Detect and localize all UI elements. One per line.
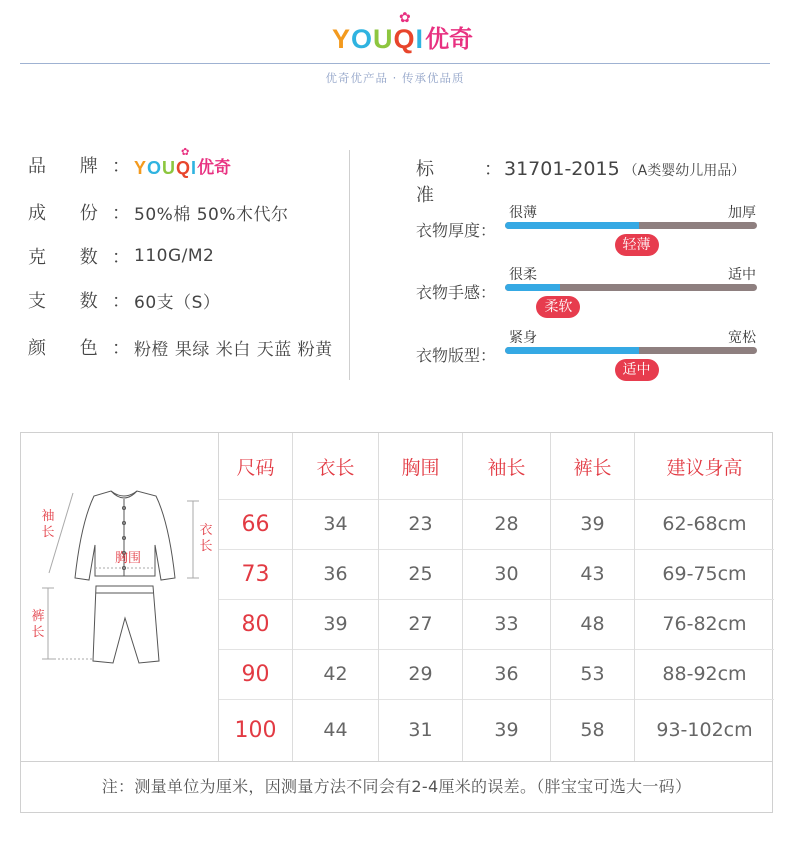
info-brand: 品 牌 ： ✿ YOUQI 优奇: [28, 150, 244, 180]
size-note: 注：测量单位为厘米，因测量方法不同会有2-4厘米的误差。（胖宝宝可选大一码）: [101, 777, 692, 796]
info-composition: 成 份 ： 50%棉 50%木代尔: [28, 199, 288, 225]
composition-value: 50%棉 50%木代尔: [134, 204, 289, 225]
color-value: 粉橙 果绿 米白 天蓝 粉黄: [134, 339, 333, 360]
weight-value: 110G/M2: [134, 246, 215, 266]
garment-drawing: [21, 433, 218, 761]
flower-icon: ✿: [399, 10, 411, 26]
meter-thickness: 衣物厚度： 很薄 加厚 轻薄: [416, 204, 766, 264]
meter-feel: 衣物手感： 很柔 适中 柔软: [416, 266, 766, 326]
meter-track: [505, 284, 757, 291]
info-count: 支 数 ： 60支（S）: [28, 287, 220, 313]
table-row: 100 44 31 39 58 93-102cm: [219, 699, 774, 761]
info-color: 颜 色 ： 粉橙 果绿 米白 天蓝 粉黄: [28, 334, 333, 360]
meter-badge: 轻薄: [615, 234, 659, 256]
table-row: 80 39 27 33 48 76-82cm: [219, 599, 774, 649]
meter-badge: 柔软: [536, 296, 580, 318]
garment-illustration: [21, 433, 218, 761]
meter-fill: [505, 284, 560, 291]
flower-icon: ✿: [181, 147, 190, 158]
meter-track: [505, 222, 757, 229]
standard-note: （A类婴幼儿用品）: [623, 163, 746, 179]
table-row: 73 36 25 30 43 69-75cm: [219, 549, 774, 599]
table-header: 尺码 衣长 胸围 袖长 裤长 建议身高: [219, 433, 774, 499]
size-table: [218, 433, 773, 761]
standard-row: 标 准 ： 31701-2015 （A类婴幼儿用品）: [416, 158, 746, 206]
size-chart: [20, 432, 773, 813]
meter-badge: 适中: [615, 359, 659, 381]
meter-track: [505, 347, 757, 354]
info-divider: [349, 150, 350, 380]
meter-fill: [505, 347, 639, 354]
table-row: 66 34 23 28 39 62-68cm: [219, 499, 774, 549]
header-divider: [20, 63, 770, 64]
table-row: 90 42 29 36 53 88-92cm: [219, 649, 774, 699]
meter-fill: [505, 222, 639, 229]
info-weight: 克 数 ： 110G/M2: [28, 246, 215, 268]
meter-fit: 衣物版型： 紧身 宽松 适中: [416, 329, 766, 389]
chest-label: 胸围: [114, 551, 141, 566]
brand-label: 品 牌: [28, 156, 112, 177]
brand-logo: ✿ YOUQI 优奇: [134, 147, 232, 178]
sleeve-label: 袖长: [41, 509, 55, 540]
logo-cn: 优奇: [425, 25, 474, 53]
slogan: 优奇优产品 · 传承优品质: [325, 71, 465, 85]
logo-wordmark: YOUQI: [332, 24, 425, 54]
standard-value: 31701-2015: [504, 158, 620, 180]
pants-label: 裤长: [31, 609, 45, 640]
count-value: 60支（S）: [134, 292, 221, 313]
length-label: 衣长: [199, 523, 213, 554]
header-logo: [332, 10, 474, 54]
